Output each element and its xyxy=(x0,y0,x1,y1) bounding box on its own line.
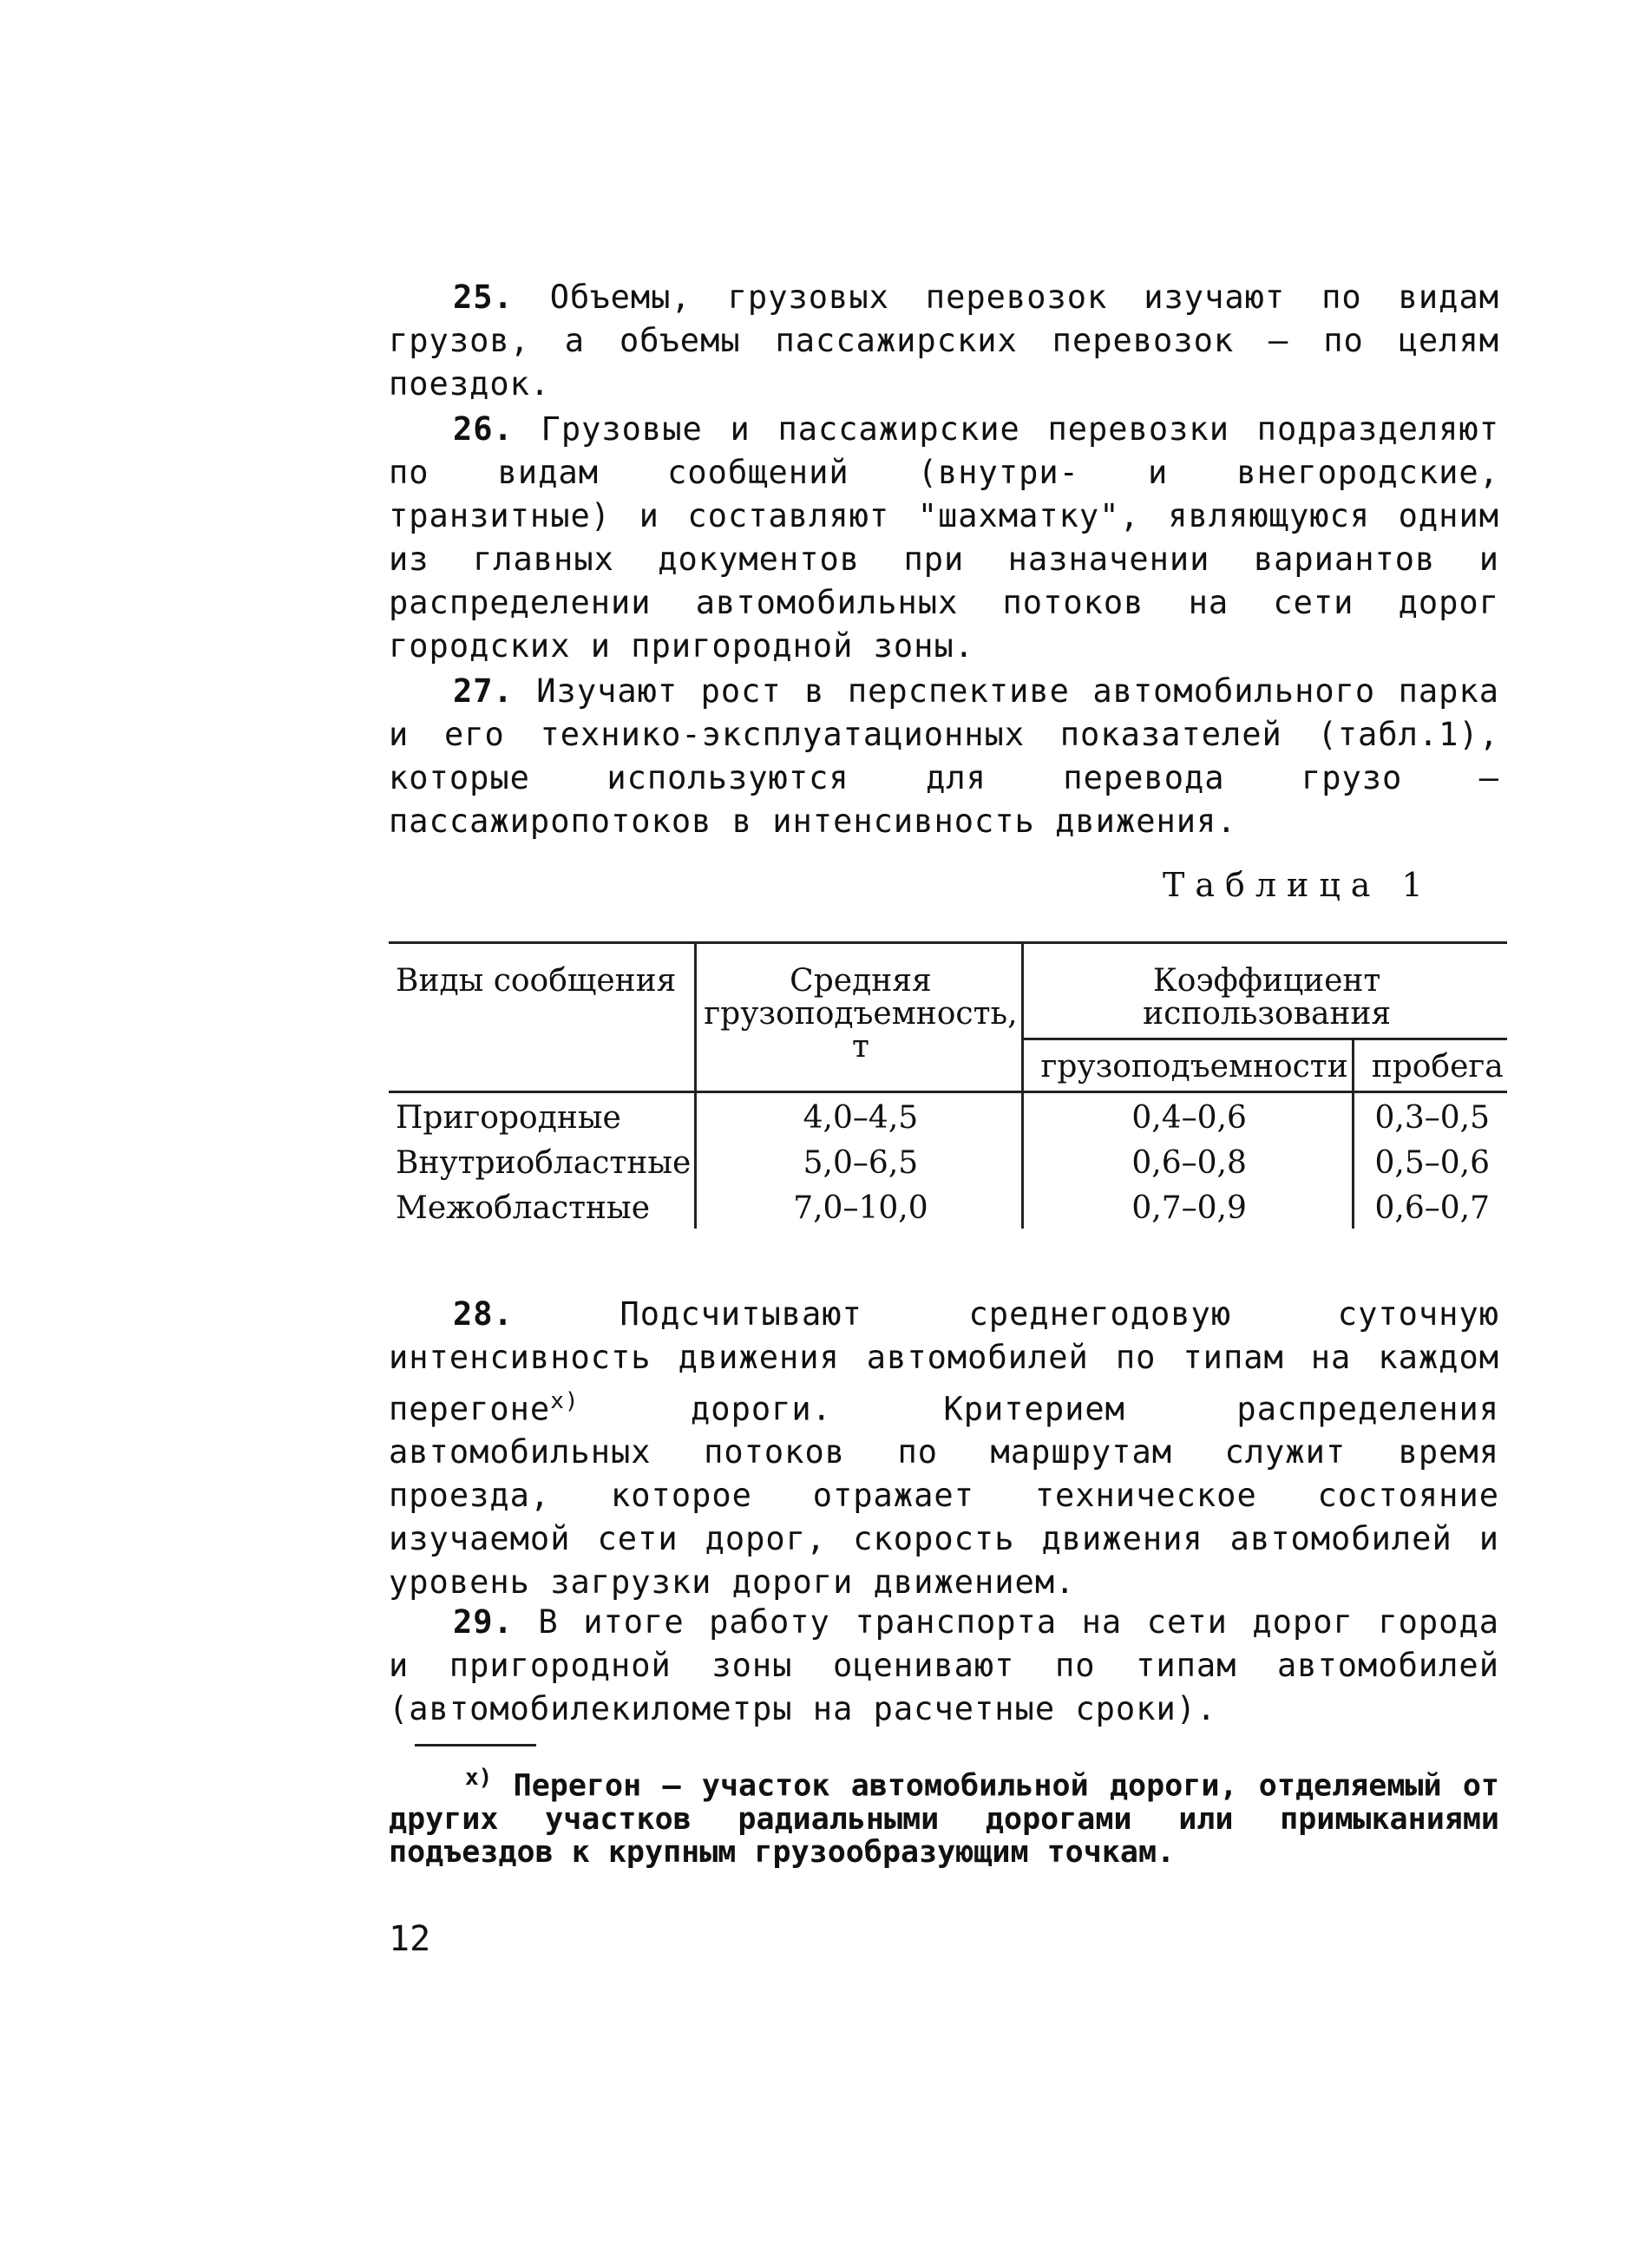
table-row xyxy=(389,1183,1507,1229)
footnote-marker: x) xyxy=(465,1765,493,1791)
cell-capacity: 4,0–4,5 xyxy=(696,1092,1022,1139)
table-row xyxy=(389,1092,1507,1139)
header-capacity: Средняя грузоподъемность, т xyxy=(696,943,1022,1092)
paragraph-text: Грузовые и пассажирские перевозки подразделяют по видам сообщений (внутри- и внегородские, транзитные) и составляют "шахматку", являющуюся одним из главных документов при назначении вариантов и распределении автомобильных потоков на сети дорог городских и пригородной зоны. xyxy=(389,410,1499,665)
paragraph-number: 28. xyxy=(453,1295,514,1333)
header-load-coefficient: грузоподъемности xyxy=(1022,1039,1353,1092)
data-table xyxy=(389,941,1507,1229)
cell-capacity: 5,0–6,5 xyxy=(696,1138,1022,1183)
footnote-divider xyxy=(415,1744,536,1747)
header-message-type: Виды сообщения xyxy=(389,943,696,1092)
cell-type: Внутриобластные xyxy=(396,1145,692,1181)
paragraph-25 xyxy=(389,276,1499,406)
paragraph-number: 25. xyxy=(453,279,514,316)
footnote-marker: x) xyxy=(550,1388,580,1414)
paragraph-27 xyxy=(389,670,1499,843)
paragraph-text: Объемы, грузовых перевозок изучают по видам грузов, а объемы пассажирских перевозок – по целям поездок. xyxy=(389,279,1499,403)
cell-load-coefficient: 0,6–0,8 xyxy=(1022,1138,1353,1183)
paragraph-number: 27. xyxy=(453,672,514,710)
table-caption: Таблица 1 xyxy=(1163,866,1433,904)
cell-run-coefficient: 0,5–0,6 xyxy=(1353,1138,1507,1183)
footnote xyxy=(389,1761,1499,1869)
cell-run-coefficient: 0,6–0,7 xyxy=(1353,1183,1507,1229)
cell-type: Пригородные xyxy=(396,1100,621,1136)
page-number: 12 xyxy=(389,1919,431,1959)
paragraph-number: 26. xyxy=(453,410,514,448)
cell-run-coefficient: 0,3–0,5 xyxy=(1353,1092,1507,1139)
paragraph-text: дороги. Критерием распределения автомобильных потоков по маршрутам служит время проезда, которое отражает техническое состояние изучаемой сети дорог, скорость движения автомобилей и уровень загрузки дороги движением. xyxy=(389,1390,1499,1602)
paragraph-text: Подсчитывают среднегодовую суточную интенсивность движения автомобилей по типам на каждом перегоне xyxy=(389,1295,1499,1428)
cell-load-coefficient: 0,7–0,9 xyxy=(1022,1183,1353,1229)
cell-load-coefficient: 0,4–0,6 xyxy=(1022,1092,1353,1139)
paragraph-text: В итоге работу транспорта на сети дорог города и пригородной зоны оценивают по типам автомобилей (автомобилекилометры на расчетные сроки). xyxy=(389,1603,1499,1727)
paragraph-28 xyxy=(389,1293,1499,1604)
paragraph-29 xyxy=(389,1601,1499,1731)
paragraph-26 xyxy=(389,408,1499,668)
header-usage-coefficient: Коэффициент использования xyxy=(1022,943,1507,1039)
header-run-coefficient: пробега xyxy=(1353,1039,1507,1092)
cell-type: Межобластные xyxy=(396,1190,650,1226)
cell-capacity: 7,0–10,0 xyxy=(696,1183,1022,1229)
paragraph-number: 29. xyxy=(453,1603,514,1641)
table-row xyxy=(389,1138,1507,1183)
footnote-text: Перегон – участок автомобильной дороги, отделяемый от других участков радиальными дорогами или примыканиями подъездов к крупным грузообразующим точкам. xyxy=(389,1768,1500,1870)
paragraph-text: Изучают рост в перспективе автомобильного парка и его технико-эксплуатационных показателей (табл.1), которые используются для перевода грузо – пассажиропотоков в интенсивность движения. xyxy=(389,672,1500,840)
